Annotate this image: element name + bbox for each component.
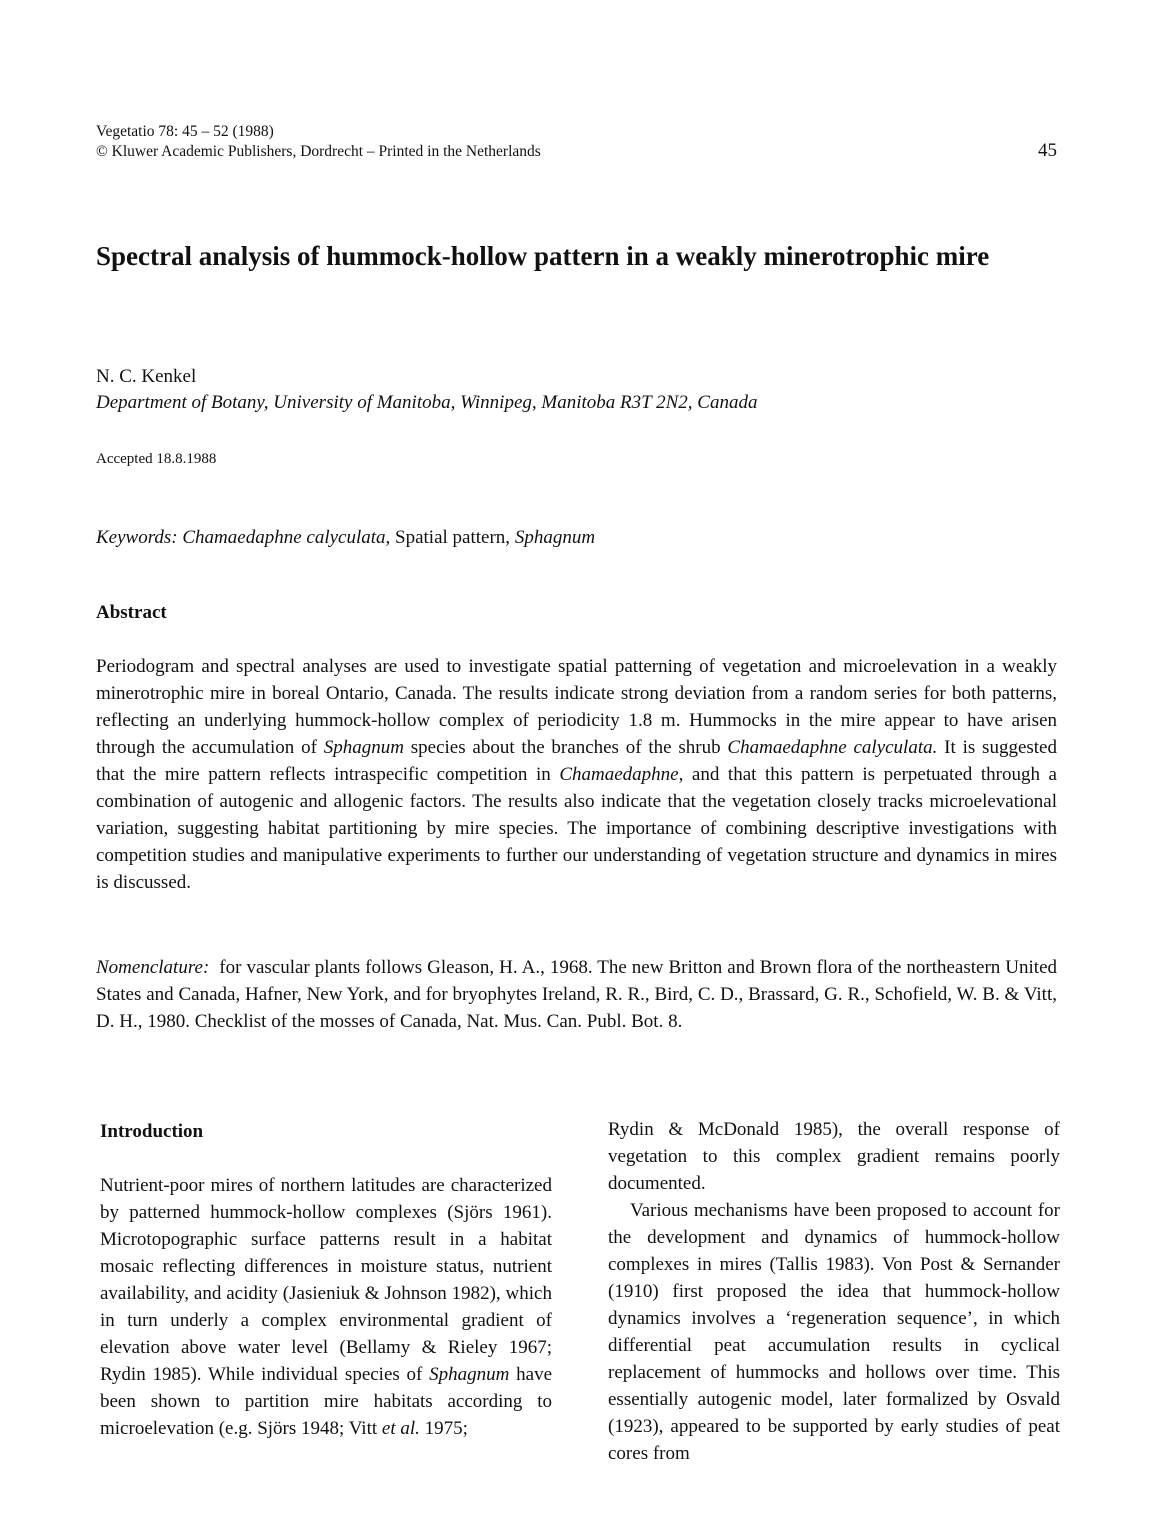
intro-paragraph-continued: Rydin & McDonald 1985), the overall response of vegetation to this complex gradient remains poorly documented. [608, 1119, 1060, 1194]
introduction-right-column [608, 1116, 1060, 1467]
accepted-date: Accepted 18.8.1988 [96, 451, 217, 467]
author-name: N. C. Kenkel [96, 366, 197, 387]
keywords-label: Keywords: [96, 527, 178, 548]
nomenclature-note: Nomenclature: for vascular plants follows Gleason, H. A., 1968. The new Britton and Brown flora of the northeastern United States and Canada, Hafner, New York, and for bryophytes Ireland, R. R., Bird, C. D., Brassard, G. R., Schofield, W. B. & Vitt, D. H., 1980. Checklist of the mosses of Canada, Nat. Mus. Can. Publ. Bot. 8. [96, 957, 1062, 1032]
abstract-body: Periodogram and spectral analyses are used to investigate spatial patterning of vegetation and microelevation in a weakly minerotrophic mire in boreal Ontario, Canada. The results indicate strong deviation from a random series for both patterns, reflecting an underlying hummock-hollow complex of periodicity 1.8 m. Hummocks in the mire appear to have arisen through the accumulation of Sphagnum species about the branches of the shrub Chamaedaphne calyculata. It is suggested that the mire pattern reflects intraspecific competition in Chamaedaphne, and that this pattern is perpetuated through a combination of autogenic and allogenic factors. The results also indicate that the vegetation closely tracks microelevational variation, suggesting habitat partitioning by mire species. The importance of combining descriptive investigations with competition studies and manipulative experiments to further our understanding of vegetation structure and dynamics in mires is discussed. [96, 656, 1057, 893]
author-affiliation: Department of Botany, University of Manitoba, Winnipeg, Manitoba R3T 2N2, Canada [96, 392, 758, 413]
keywords [96, 527, 595, 549]
intro-paragraph-mechanisms: Various mechanisms have been proposed to account for the development and dynamics of hummock-hollow complexes in mires (Tallis 1983). Von Post & Sernander (1910) first proposed the idea that hummock-hollow dynamics involves a ‘regeneration sequence’, in which differential peat accumulation results in cyclical replacement of hummocks and hollows over time. This essentially autogenic model, later formalized by Osvald (1923), appeared to be supported by early studies of peat cores from [608, 1200, 1060, 1464]
journal-citation: Vegetatio 78: 45 – 52 (1988) [96, 123, 274, 140]
introduction-heading: Introduction [100, 1121, 204, 1142]
keyword-spatial-pattern: , Spatial pattern, [385, 527, 515, 548]
keyword-sphagnum: Sphagnum [514, 527, 596, 548]
page-number: 45 [1038, 140, 1057, 161]
publisher-line: © Kluwer Academic Publishers, Dordrecht – Printed in the Netherlands [96, 143, 541, 160]
running-header [96, 122, 541, 162]
keyword-chamaedaphne: Chamaedaphne calyculata [182, 527, 386, 548]
abstract-heading: Abstract [96, 602, 167, 623]
nomenclature-label: Nomenclature: [96, 957, 210, 978]
paper-title: Spectral analysis of hummock-hollow pattern in a weakly minerotrophic mire [96, 241, 990, 271]
introduction-left-column: Nutrient-poor mires of northern latitudes are characterized by patterned hummock-hollow complexes (Sjörs 1961). Microtopographic surface patterns result in a habitat mosaic reflecting differences in moisture status, nutrient availability, and acidity (Jasieniuk & Johnson 1982), which in turn underly a complex environmental gradient of elevation above water level (Bellamy & Rieley 1967; Rydin 1985). While individual species of Sphagnum have been shown to partition mire habitats according to microelevation (e.g. Sjörs 1948; Vitt et al. 1975; [100, 1175, 552, 1439]
